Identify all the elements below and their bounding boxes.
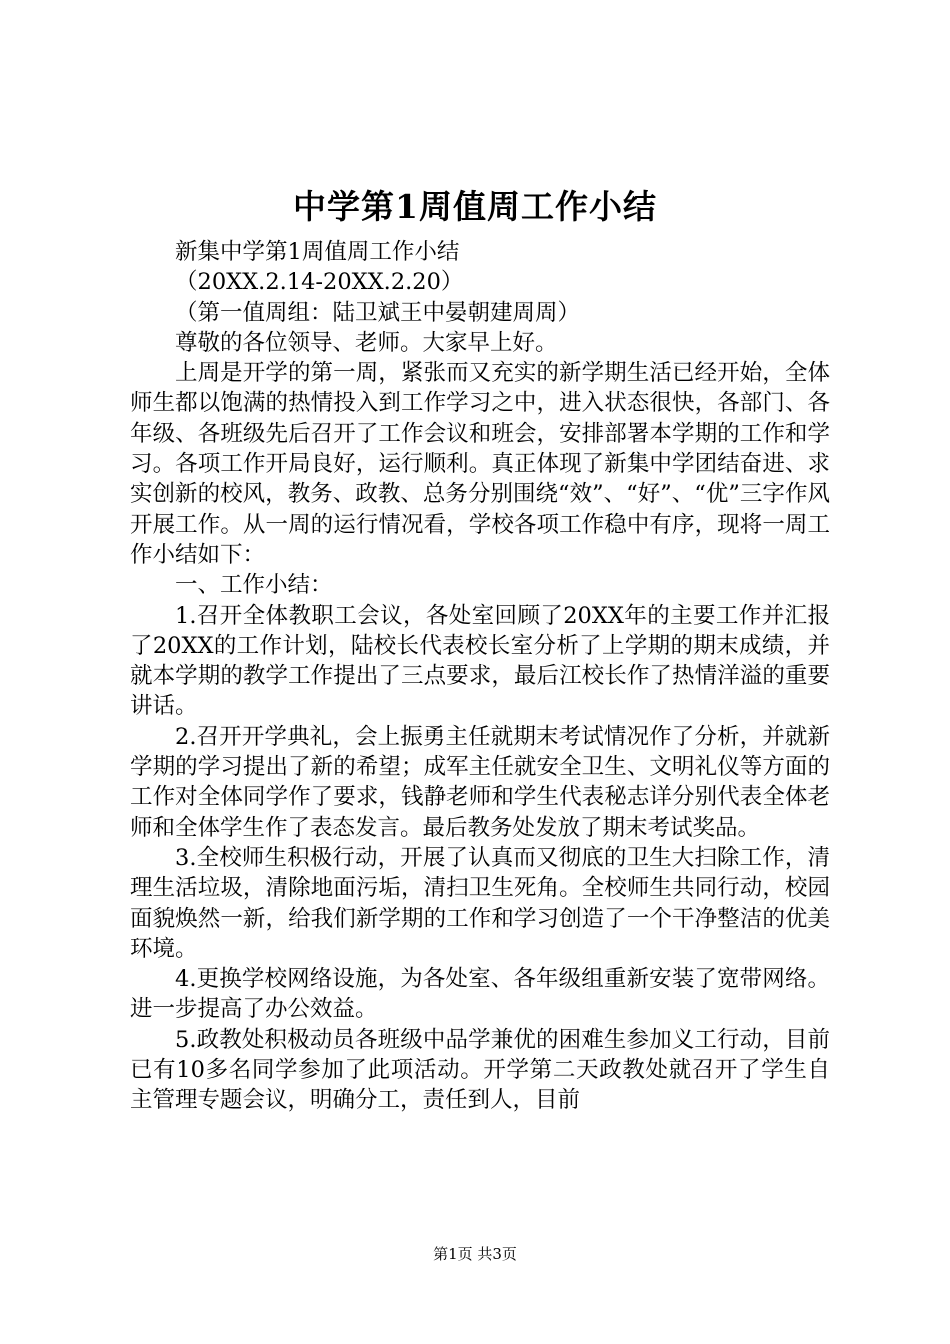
body-paragraph: 尊敬的各位领导、老师。大家早上好。 — [175, 329, 558, 356]
body-paragraph: 5.政教处积极动员各班级中品学兼优的困难生参加义工行动，目前已有10多名同学参加了此项活动。开学第二天政教处就召开了学生自主管理专题会议，明确分工，责任到人，目前 — [130, 1026, 830, 1114]
document-body — [130, 237, 830, 1116]
body-paragraph: （第一值周组：陆卫斌王中晏朝建周周） — [175, 299, 581, 326]
section-heading: 一、工作小结： — [175, 572, 333, 599]
page-footer: 第1页 共3页 — [433, 1245, 517, 1263]
body-paragraph: 新集中学第1周值周工作小结 — [175, 239, 460, 265]
document-title: 中学第1周值周工作小结 — [293, 187, 657, 226]
body-paragraph: 2.召开开学典礼，会上振勇主任就期末考试情况作了分析，并就新学期的学习提出了新的希望；成军主任就安全卫生、文明礼仪等方面的工作对全体同学作了要求，钱静老师和学生代表秘志详分别代表全体老师和全体学生作了表态发言。最后教务处发放了期末考试奖品。 — [130, 723, 830, 841]
body-paragraph: （20XX.2.14-20XX.2.20） — [175, 269, 464, 296]
body-paragraph: 4.更换学校网络设施，为各处室、各年级组重新安装了宽带网络。进一步提高了办公效益。 — [130, 966, 830, 1023]
body-paragraph: 1.召开全体教职工会议，各处室回顾了20XX年的主要工作并汇报了20XX的工作计划，陆校长代表校长室分析了上学期的期末成绩，并就本学期的教学工作提出了三点要求，最后江校长作了热情洋溢的重要讲话。 — [130, 602, 830, 720]
body-paragraph: 上周是开学的第一周，紧张而又充实的新学期生活已经开始，全体师生都以饱满的热情投入到工作学习之中，进入状态很快，各部门、各年级、各班级先后召开了工作会议和班会，安排部署本学期的工作和学习。各项工作开局良好，运行顺利。真正体现了新集中学团结奋进、求实创新的校风，教务、政教、总务分别围绕“效”、“好”、“优”三字作风开展工作。从一周的运行情况看，学校各项工作稳中有序，现将一周工作小结如下： — [130, 360, 830, 568]
body-paragraph: 3.全校师生积极行动，开展了认真而又彻底的卫生大扫除工作，清理生活垃圾，清除地面污垢，清扫卫生死角。全校师生共同行动，校园面貌焕然一新，给我们新学期的工作和学习创造了一个干净整洁的优美环境。 — [130, 844, 830, 962]
